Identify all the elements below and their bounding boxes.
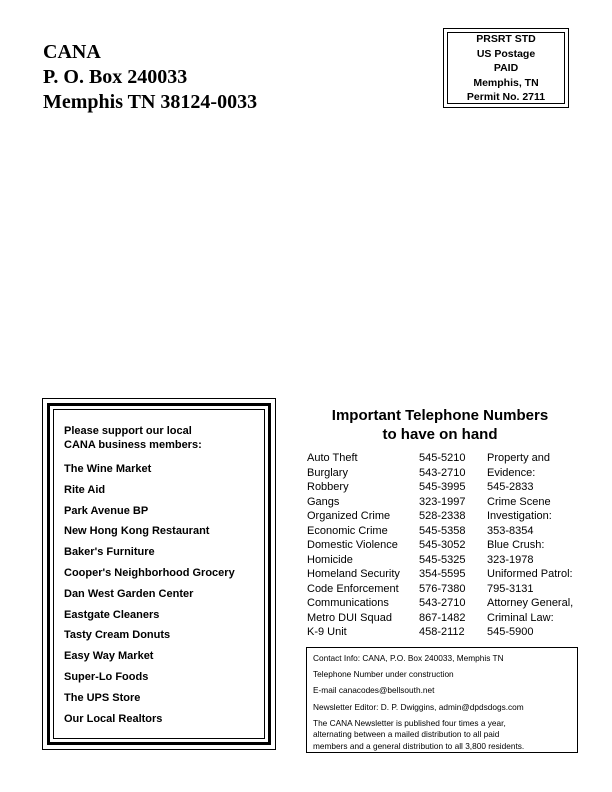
phone-number: 543-2710 xyxy=(419,597,466,609)
phone-name: K-9 Unit xyxy=(307,626,347,638)
phone-name: Burglary xyxy=(307,466,348,479)
list-item: Dan West Garden Center xyxy=(64,587,194,600)
list-item: Baker's Furniture xyxy=(64,546,155,559)
phone-name: Metro DUI Squad xyxy=(307,611,392,624)
other-numbers-column xyxy=(487,451,573,640)
email-line: E-mail canacodes@bellsouth.net xyxy=(313,685,435,696)
phones-title xyxy=(300,406,580,444)
postage-line: PAID xyxy=(493,62,519,74)
list-item: New Hong Kong Restaurant xyxy=(64,525,210,538)
phone-number: 528-2338 xyxy=(419,510,466,522)
phone-name: Communications xyxy=(307,597,389,609)
phone-number: 545-5358 xyxy=(419,524,466,537)
contact-info-box xyxy=(306,647,578,753)
phone-name: Organized Crime xyxy=(307,510,391,522)
phone-name: Homicide xyxy=(307,553,353,566)
phone-number: 545-5210 xyxy=(419,452,466,464)
publish-line: alternating between a mailed distribution to all paid xyxy=(313,729,500,740)
org-name: CANA xyxy=(43,41,101,63)
phone-name: Domestic Violence xyxy=(307,539,398,551)
phone-name: Homeland Security xyxy=(307,568,400,580)
list-item: Eastgate Cleaners xyxy=(64,608,160,621)
phone-name: Auto Theft xyxy=(307,452,358,464)
other-number-line: Evidence: xyxy=(487,466,536,479)
list-item: The Wine Market xyxy=(64,463,152,475)
other-number-line: Investigation: xyxy=(487,510,552,522)
other-number-line: Blue Crush: xyxy=(487,539,545,551)
list-item: Park Avenue BP xyxy=(64,504,149,517)
other-number-line: 353-8354 xyxy=(487,524,534,537)
list-item: Easy Way Market xyxy=(64,650,154,663)
return-address xyxy=(43,40,257,115)
other-number-line: Property and xyxy=(487,452,550,464)
list-item: Super-Lo Foods xyxy=(64,670,149,683)
business-intro-line: CANA business members: xyxy=(64,439,202,451)
phone-number: 545-3052 xyxy=(419,539,466,551)
postage-line: Memphis, TN xyxy=(473,76,539,89)
city-state-zip: Memphis TN 38124-0033 xyxy=(43,91,258,113)
phone-number: 458-2112 xyxy=(419,626,465,638)
list-item: Rite Aid xyxy=(64,483,106,496)
contact-info: Contact Info: CANA, P.O. Box 240033, Memphis TN xyxy=(313,653,504,663)
phone-number: 323-1997 xyxy=(419,495,466,508)
phone-name: Gangs xyxy=(307,495,340,508)
phone-name: Code Enforcement xyxy=(307,582,399,595)
other-number-line: Criminal Law: xyxy=(487,611,554,624)
phone-number: 545-5325 xyxy=(419,553,466,566)
postage-line: PRSRT STD xyxy=(476,33,536,45)
phone-number: 867-1482 xyxy=(419,611,466,624)
list-item: The UPS Store xyxy=(64,691,141,704)
business-intro-line: Please support our local xyxy=(64,425,192,437)
other-number-line: 795-3131 xyxy=(487,582,534,595)
editor-line: Newsletter Editor: D. P. Dwiggins, admin@dpdsdogs.com xyxy=(313,701,524,712)
postage-line: US Postage xyxy=(476,47,536,60)
other-number-line: 323-1978 xyxy=(487,553,534,566)
list-item: Cooper's Neighborhood Grocery xyxy=(64,566,235,579)
other-number-line: Attorney General, xyxy=(487,597,574,609)
phones-title-line: Important Telephone Numbers xyxy=(331,407,549,424)
business-intro xyxy=(64,424,202,452)
other-number-line: Uniformed Patrol: xyxy=(487,568,573,580)
phone-name: Economic Crime xyxy=(307,524,388,537)
other-number-line: 545-2833 xyxy=(487,481,534,493)
po-box: P. O. Box 240033 xyxy=(43,66,188,88)
list-item: Our Local Realtors xyxy=(64,712,163,725)
publish-line: members and a general distribution to all 3,800 residents. xyxy=(313,740,525,751)
other-number-line: 545-5900 xyxy=(487,626,534,638)
business-members-list xyxy=(64,462,235,732)
phone-name: Robbery xyxy=(307,481,349,493)
phones-title-line: to have on hand xyxy=(382,426,498,443)
publish-line: The CANA Newsletter is published four times a year, xyxy=(313,717,506,728)
phone-number: 543-2710 xyxy=(419,466,466,479)
telephone-note: Telephone Number under construction xyxy=(313,669,454,680)
phone-number: 354-5595 xyxy=(419,568,466,580)
phone-number: 576-7380 xyxy=(419,582,466,595)
list-item: Tasty Cream Donuts xyxy=(64,629,171,642)
postage-indicia xyxy=(443,28,569,108)
other-number-line: Crime Scene xyxy=(487,495,551,508)
postage-line: Permit No. 2711 xyxy=(466,91,546,103)
phone-number: 545-3995 xyxy=(419,481,466,493)
